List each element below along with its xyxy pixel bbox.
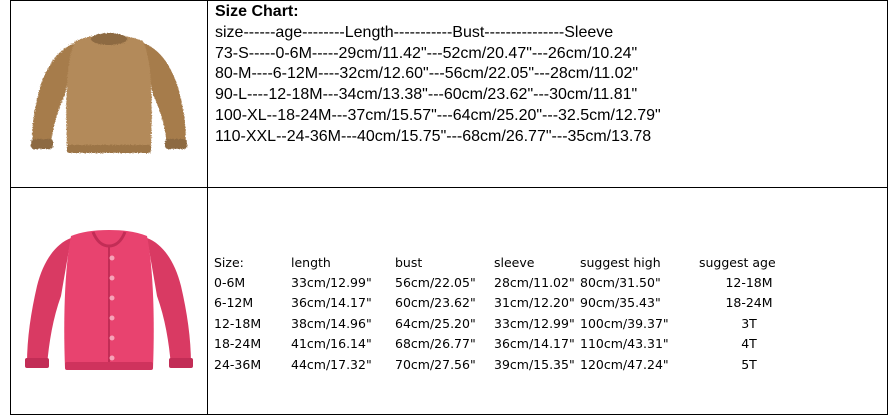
size-table <box>214 252 799 374</box>
cell-bust: 60cm/23.62" <box>395 295 476 311</box>
table-row <box>214 293 799 313</box>
cell-sleeve: 33cm/12.99" <box>494 315 575 331</box>
cell-size: 24-36M <box>214 356 262 372</box>
cell-length: 36cm/14.17" <box>291 295 372 311</box>
header-bust: bust <box>395 254 423 270</box>
cell-suggest-high: 120cm/47.24" <box>580 356 669 372</box>
product-image-brown-sweater <box>11 1 207 187</box>
cell-length: 38cm/14.96" <box>291 315 372 331</box>
cell-sleeve: 39cm/15.35" <box>494 356 575 372</box>
size-chart-text <box>215 2 661 148</box>
header-suggest-high: suggest high <box>580 254 661 270</box>
cell-bust: 56cm/22.05" <box>395 275 476 291</box>
cell-length: 33cm/12.99" <box>291 275 372 291</box>
cell-suggest-age: 18-24M <box>725 295 773 311</box>
size-chart-header-line: size------age--------Length-----------Bust---------------Sleeve <box>215 23 614 41</box>
cell-size: 12-18M <box>214 315 262 331</box>
header-length: length <box>291 254 331 270</box>
cell-suggest-age: 12-18M <box>725 275 773 291</box>
cell-suggest-high: 110cm/43.31" <box>580 336 669 352</box>
product-image-pink-cardigan <box>11 188 207 414</box>
cell-suggest-age: 5T <box>741 356 757 372</box>
size-chart-line: 90-L----12-18M---34cm/13.38"---60cm/23.62"---30cm/11.81" <box>215 86 638 104</box>
size-chart-line: 100-XL--18-24M---37cm/15.57"---64cm/25.20"---32.5cm/12.79" <box>215 106 661 124</box>
cell-bust: 64cm/25.20" <box>395 315 476 331</box>
cell-size: 18-24M <box>214 336 262 352</box>
header-size: Size: <box>214 254 244 270</box>
size-table-header-row <box>214 252 799 272</box>
cell-suggest-high: 100cm/39.37" <box>580 315 669 331</box>
cell-length: 44cm/17.32" <box>291 356 372 372</box>
cell-suggest-age: 3T <box>741 315 757 331</box>
column-divider <box>207 0 208 415</box>
header-sleeve: sleeve <box>494 254 535 270</box>
cell-sleeve: 31cm/12.20" <box>494 295 575 311</box>
cell-suggest-high: 80cm/31.50" <box>580 275 661 291</box>
cell-suggest-age: 4T <box>741 336 757 352</box>
table-row <box>214 334 799 354</box>
table-row <box>214 313 799 333</box>
cell-suggest-high: 90cm/35.43" <box>580 295 661 311</box>
size-chart-line: 73-S-----0-6M-----29cm/11.42"---52cm/20.47"---26cm/10.24" <box>215 44 638 62</box>
cell-size: 6-12M <box>214 295 254 311</box>
size-chart-title: Size Chart: <box>215 3 299 20</box>
cell-sleeve: 36cm/14.17" <box>494 336 575 352</box>
cell-bust: 70cm/27.56" <box>395 356 476 372</box>
size-chart-line: 80-M----6-12M----32cm/12.60"---56cm/22.05"---28cm/11.02" <box>215 65 639 83</box>
cell-length: 41cm/16.14" <box>291 336 372 352</box>
table-row <box>214 272 799 292</box>
brown-fluffy-sweater-icon <box>23 29 195 159</box>
pink-cardigan-icon <box>19 226 199 376</box>
cell-bust: 68cm/26.77" <box>395 336 476 352</box>
cell-size: 0-6M <box>214 275 246 291</box>
cell-sleeve: 28cm/11.02" <box>494 275 575 291</box>
header-suggest-age: suggest age <box>699 254 776 270</box>
table-row <box>214 354 799 374</box>
size-chart-line: 110-XXL--24-36M---40cm/15.75"---68cm/26.77"---35cm/13.78 <box>215 127 652 145</box>
